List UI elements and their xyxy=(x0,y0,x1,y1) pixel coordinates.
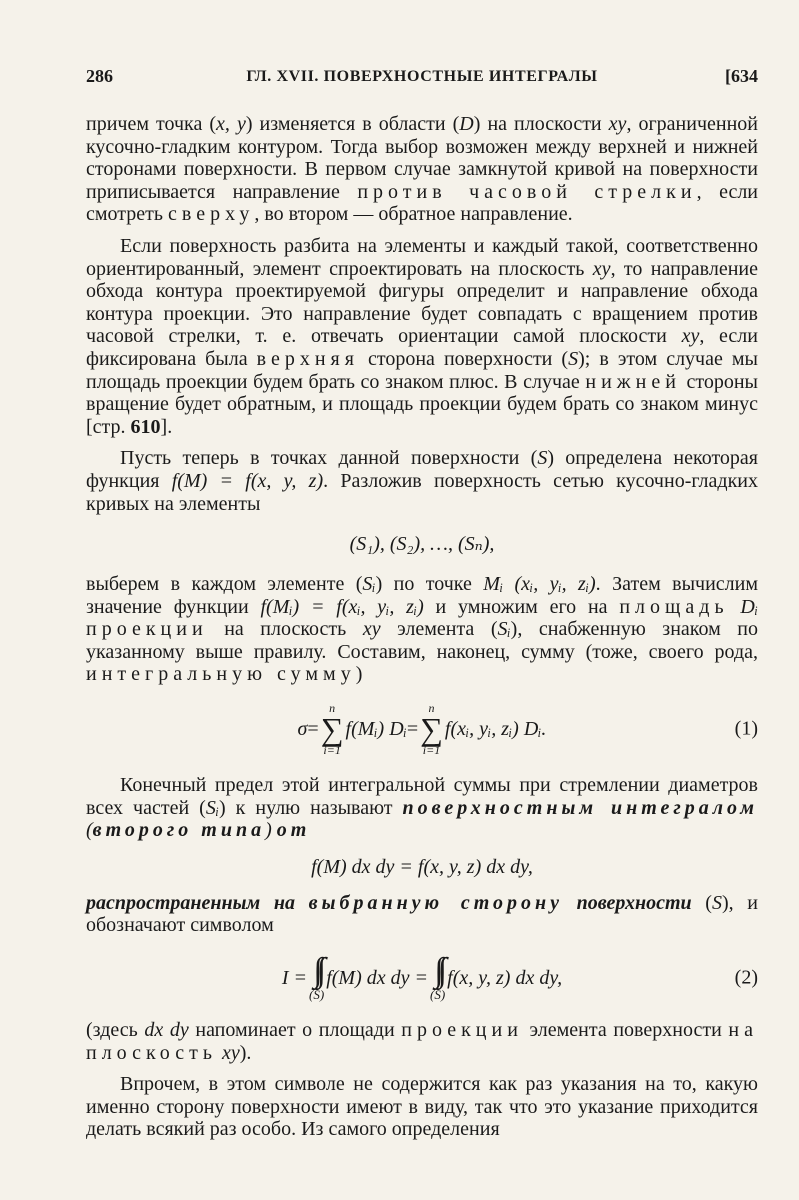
spaced-emphasis: проекции xyxy=(86,618,208,641)
double-integral-sign: ∫∫ (S) xyxy=(309,952,325,1002)
double-integral-sign: ∫∫ (S) xyxy=(429,952,446,1002)
summation-sign: n ∑ i=1 xyxy=(320,700,344,758)
paragraph-5: Конечный предел этой интегральной суммы при стремлении диаметров всех частей (Sᵢ) к нулю называют поверхностным интегралом (второго типа) от xyxy=(86,774,759,842)
spaced-emphasis: верхняя xyxy=(256,347,359,370)
equation-number: (1) xyxy=(734,717,758,740)
emphasis: поверхностным интегралом xyxy=(402,796,759,819)
emphasis: от xyxy=(276,819,311,842)
section-number: [634 xyxy=(725,66,758,86)
page-number: 286 xyxy=(86,66,113,86)
equation-number: (2) xyxy=(734,966,758,989)
spaced-emphasis: на плоскость xyxy=(86,1019,758,1064)
emphasis: второго типа xyxy=(92,819,266,842)
paragraph-8: Впрочем, в этом символе не содержится как раз указания на то, какую именно сторону поверхности имеют в виду, так что это указание приходится делать всякий раз особо. Из самого определения xyxy=(86,1073,758,1141)
equation-2: I = ∫∫ (S) f(M) dx dy = ∫∫ (S) f(x, y, z) dx dy, (2) xyxy=(281,952,758,1002)
spaced-emphasis: площадь xyxy=(619,595,729,618)
paragraph-4: выберем в каждом элементе (Sᵢ) по точке Mᵢ (xᵢ, yᵢ, zᵢ). Затем вычислим значение функции f(Mᵢ) = f(xᵢ, yᵢ, zᵢ) и умножим его на площадь Dᵢ проекции на плоскость xy элемента (Sᵢ), снабженную знаком по указанному выше правилу. Составим, наконец, сумму (тоже, своего рода, интегральную сумму) xyxy=(86,573,759,686)
chapter-title: ГЛ. XVII. ПОВЕРХНОСТНЫЕ ИНТЕГРАЛЫ xyxy=(246,68,598,85)
paragraph-2: Если поверхность разбита на элементы и каждый такой, соответственно ориентированный, элемент спроектировать на плоскость xy, то направление обхода контура проектируемой фигуры определит и направление обхода контура проекции. Это направление будет совпадать с вращением против часовой стрелки, т. е. отвечать ориентации самой плоскости xy, если фиксирована была верхняя сторона поверхности (S); в этом случае мы площадь проекции будем брать со знаком плюс. В случае нижней стороны вращение будет обратным, и площадь проекции будем брать со знаком минус [стр. 610]. xyxy=(86,234,758,438)
emphasis: выбранную сторону xyxy=(308,891,563,914)
equation-1: σ = n ∑ i=1 f(Mᵢ) Dᵢ = n ∑ i=1 f(xᵢ, yᵢ, zᵢ) Dᵢ. (1) xyxy=(297,700,758,758)
running-header xyxy=(86,66,758,96)
spaced-emphasis: против часовой стрелки xyxy=(357,180,697,203)
spaced-emphasis: интегральную сумму xyxy=(86,663,356,686)
paragraph-1: причем точка (x, y) изменяется в области (D) на плоскости xy, ограниченной кусочно-гладким контуром. Тогда выбор возможен между верхней и нижней сторонами поверхности. В первом случае замкнутой кривой на поверхности приписывается направление против часовой стрелки, если смотреть сверху, во втором — обратное направление. xyxy=(86,113,759,226)
spaced-emphasis: сверху xyxy=(168,203,255,226)
paragraph-3: Пусть теперь в точках данной поверхности (S) определена некоторая функция f(M) = f(x, y, z). Разложив поверхность сетью кусочно-гладких кривых на элементы xyxy=(86,447,758,515)
spaced-emphasis: проекции xyxy=(401,1019,523,1042)
paragraph-7: (здесь dx dy напоминает о площади проекции элемента поверхности на плоскость xy). xyxy=(86,1019,758,1064)
summation-sign: n ∑ i=1 xyxy=(420,700,443,758)
spaced-emphasis: нижней xyxy=(585,370,681,393)
emphasis: поверхности xyxy=(576,891,692,914)
emphasis: распространенным на xyxy=(86,891,295,914)
page-reference: 610 xyxy=(130,415,161,438)
page-body xyxy=(86,113,758,1141)
display-formula-elements: (S₁), (S₂), …, (Sₙ), xyxy=(349,532,495,555)
display-formula-integrand: f(M) dx dy = f(x, y, z) dx dy, xyxy=(311,855,533,878)
paragraph-6: распространенным на выбранную сторону поверхности (S), и обозначают символом xyxy=(86,891,759,937)
